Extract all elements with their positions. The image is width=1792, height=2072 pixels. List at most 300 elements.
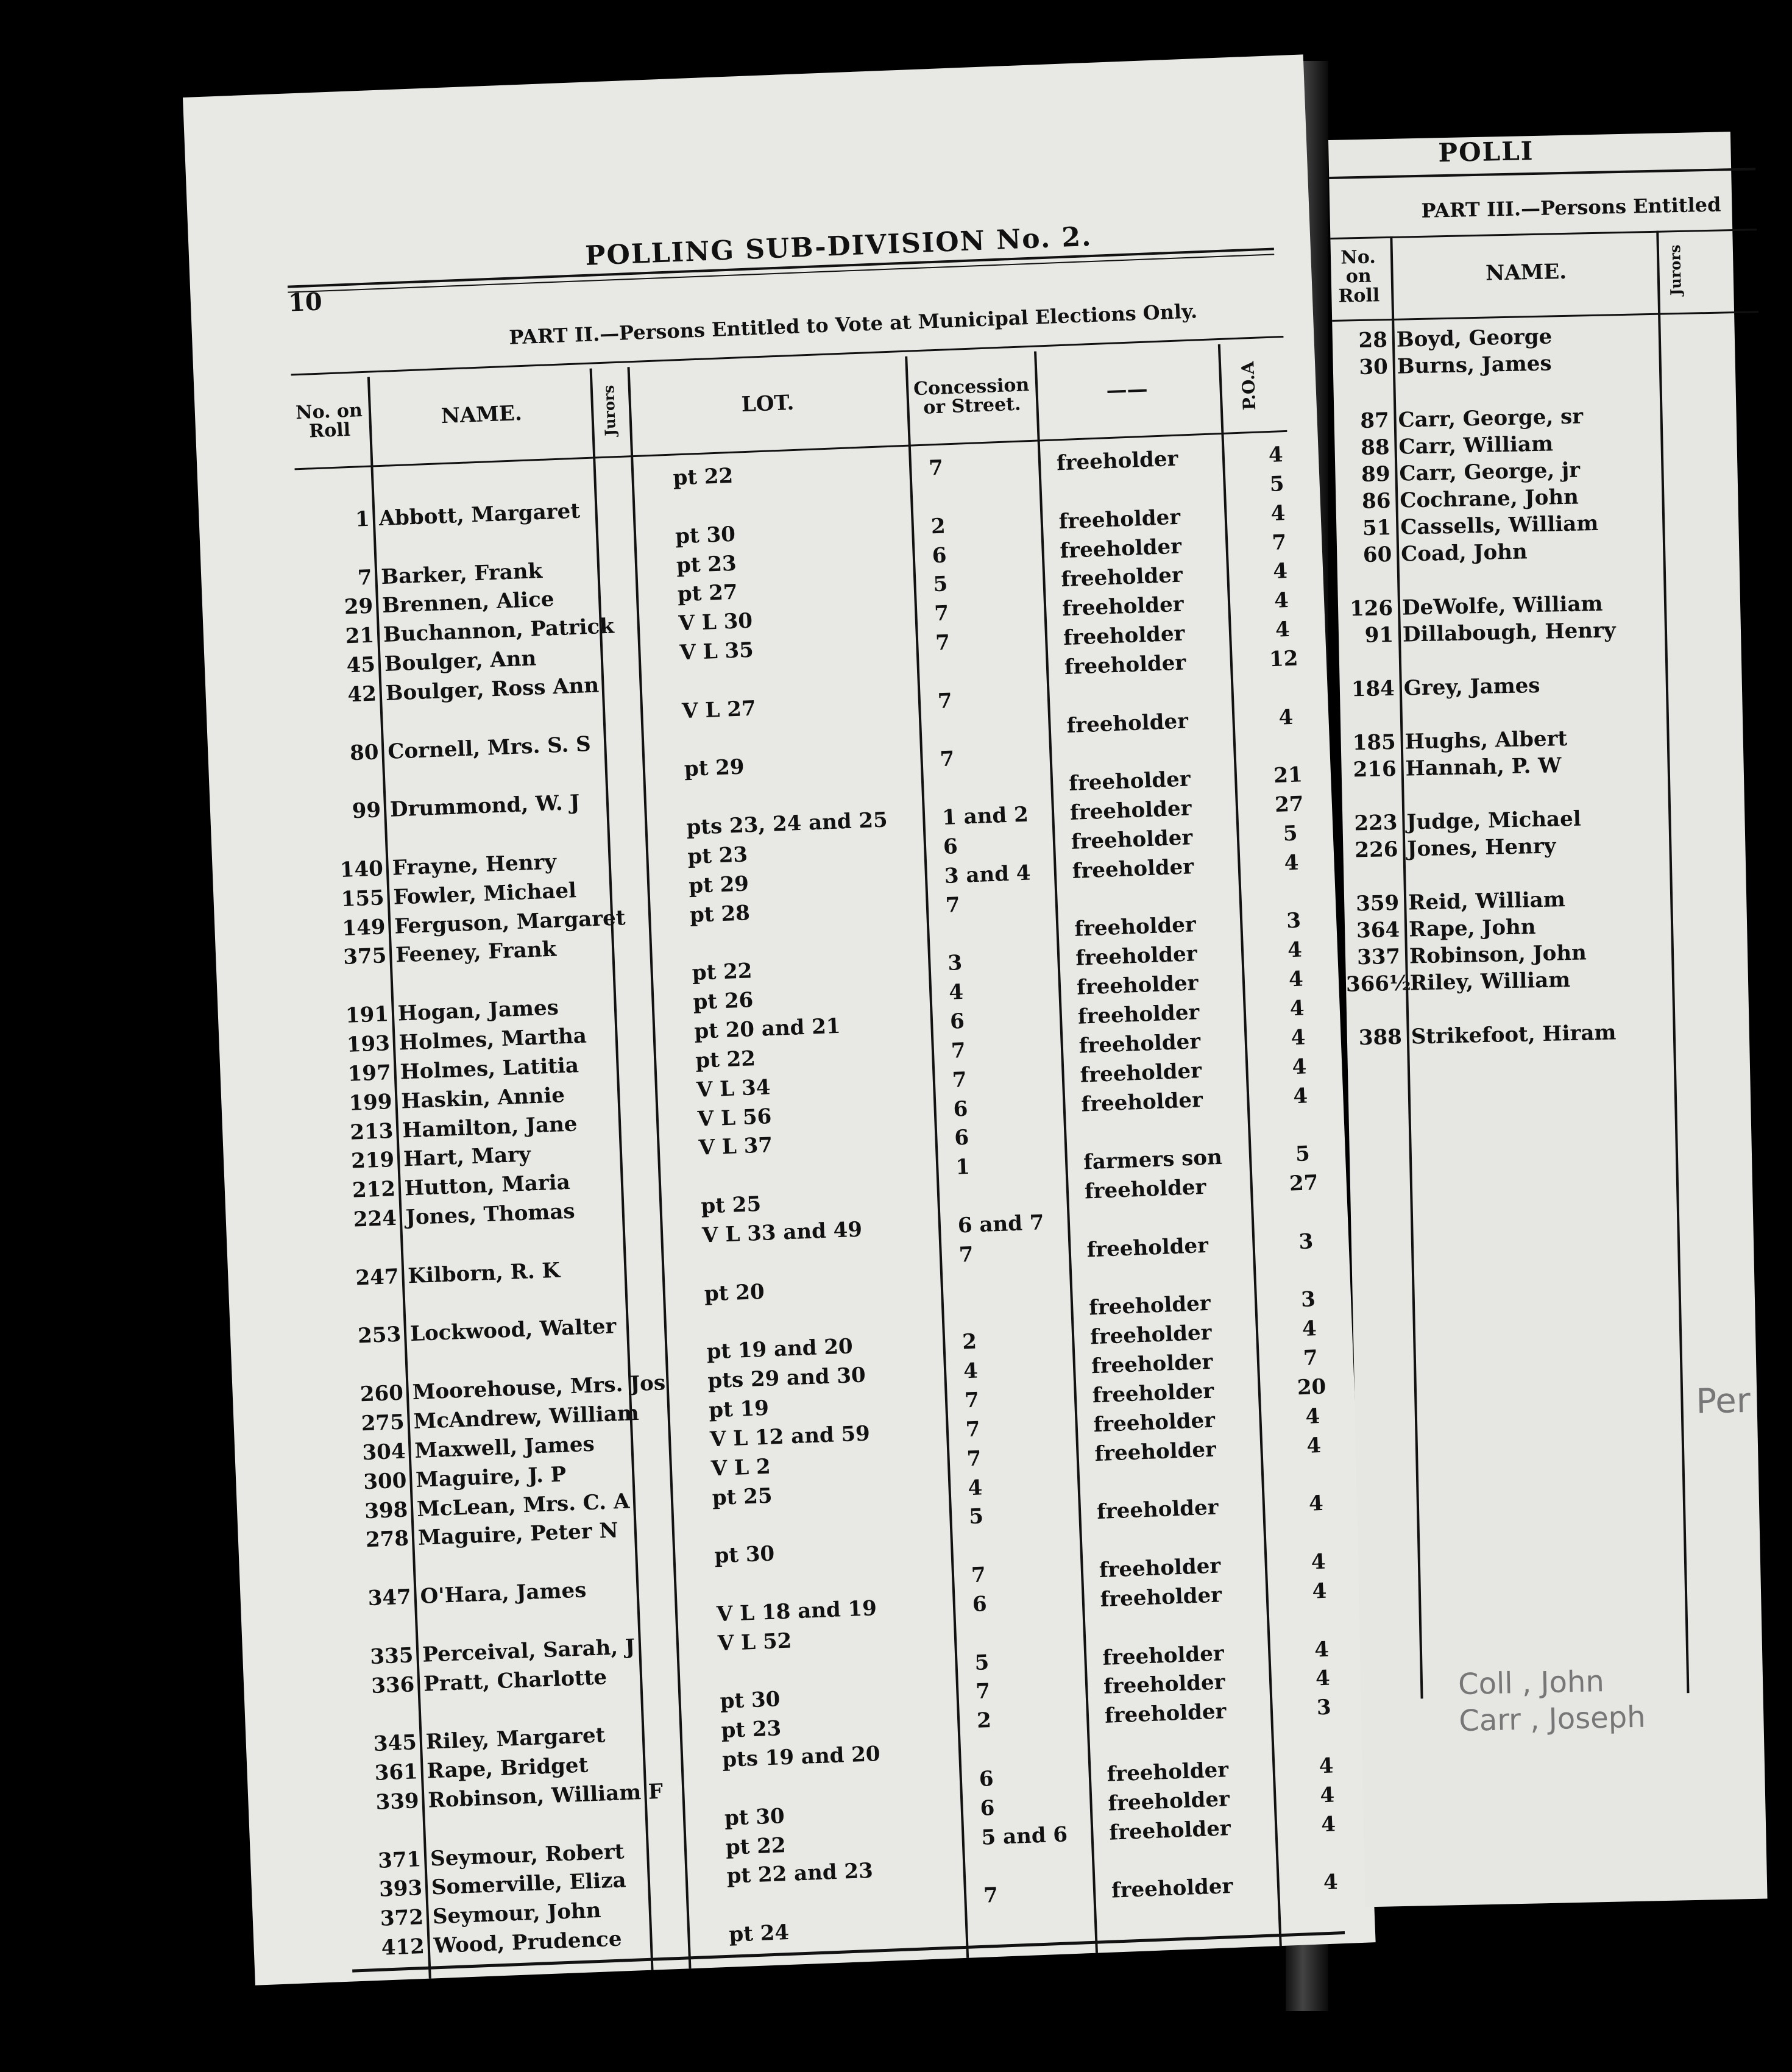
concession: 6 xyxy=(954,1126,969,1151)
poa: 4 xyxy=(1305,1403,1321,1429)
voter-name: Frayne, Henry xyxy=(392,850,557,881)
voter-name: Haskin, Annie xyxy=(400,1082,565,1114)
qualification: freeholder xyxy=(1080,1087,1203,1117)
roll-number: 213 xyxy=(349,1118,394,1145)
voter-name: McLean, Mrs. C. A xyxy=(416,1489,630,1522)
part-title: PART II.—Persons Entitled to Vote at Municipal Elections Only. xyxy=(508,299,1198,349)
lot: V L 56 xyxy=(697,1104,772,1132)
poa: 4 xyxy=(1306,1433,1322,1458)
poa: 4 xyxy=(1270,500,1286,526)
right-page xyxy=(1328,132,1768,1907)
qualification: freeholder xyxy=(1059,534,1182,563)
qualification: farmers son xyxy=(1083,1145,1223,1175)
voter-name: McAndrew, William xyxy=(413,1400,640,1435)
roll-number: 45 xyxy=(345,652,376,678)
lot: pt 24 xyxy=(728,1920,790,1947)
roll-number xyxy=(345,1614,412,1616)
roll-number: 388 xyxy=(1358,1024,1403,1051)
roll-number: 30 xyxy=(1359,355,1389,380)
lot: V L 33 and 49 xyxy=(701,1217,863,1248)
lot: pt 19 xyxy=(708,1396,770,1423)
concession: 7 xyxy=(937,689,953,714)
roll-number xyxy=(310,711,377,713)
lot: pt 19 and 20 xyxy=(706,1334,854,1364)
voter-name: Carr, George, jr xyxy=(1399,458,1581,486)
voter-name: Boulger, Ann xyxy=(384,646,537,677)
concession: 5 xyxy=(968,1504,984,1530)
roll-number: 375 xyxy=(342,943,388,970)
left-page xyxy=(183,54,1376,1985)
poa xyxy=(1274,879,1311,881)
lot: pt 30 xyxy=(724,1803,785,1831)
roll-number: 345 xyxy=(373,1730,417,1757)
qualification: freeholder xyxy=(1061,592,1185,622)
qualification: freeholder xyxy=(1096,1495,1219,1525)
lot: pt 27 xyxy=(677,580,738,607)
roll-number: 335 xyxy=(369,1643,414,1669)
voter-name: Burns, James xyxy=(1397,351,1552,379)
roll-number: 219 xyxy=(350,1148,395,1174)
poa: 3 xyxy=(1300,1287,1316,1313)
poa xyxy=(1286,1199,1323,1201)
poa: 4 xyxy=(1288,967,1304,992)
right-header-roll: No. on Roll xyxy=(1338,246,1380,307)
roll-number: 212 xyxy=(352,1177,396,1203)
concession: 7 xyxy=(975,1679,991,1705)
concession: 2 xyxy=(976,1708,992,1734)
right-part-title: PART III.—Persons Entitled xyxy=(1421,193,1721,222)
roll-number xyxy=(303,536,370,538)
poa: 4 xyxy=(1268,442,1284,468)
qualification: freeholder xyxy=(1075,942,1198,971)
lot: V L 37 xyxy=(698,1133,773,1161)
poa: 7 xyxy=(1303,1346,1319,1371)
roll-number: 278 xyxy=(365,1526,409,1553)
lot: V L 35 xyxy=(679,637,754,665)
roll-number xyxy=(301,478,368,480)
qualification: freeholder xyxy=(1088,1291,1211,1321)
voter-name: Dillabough, Henry xyxy=(1402,618,1617,647)
lot: V L 12 and 59 xyxy=(709,1421,871,1452)
qualification: freeholder xyxy=(1091,1349,1214,1379)
header-roll: No. on Roll xyxy=(295,399,363,442)
roll-number xyxy=(330,1235,397,1238)
roll-number: 224 xyxy=(353,1205,397,1232)
concession: 6 xyxy=(932,542,947,568)
roll-number: 126 xyxy=(1349,595,1394,622)
lot: pts 23, 24 and 25 xyxy=(685,807,888,840)
qualification: freeholder xyxy=(1058,505,1181,534)
qualification: freeholder xyxy=(1076,971,1199,1000)
roll-number: 91 xyxy=(1364,622,1394,648)
qualification: freeholder xyxy=(1111,1874,1234,1903)
roll-number: 393 xyxy=(378,1876,423,1903)
roll-number: 87 xyxy=(1359,408,1390,434)
poa: 12 xyxy=(1269,646,1299,672)
roll-number xyxy=(313,769,380,772)
concession: 1 and 2 xyxy=(941,802,1029,831)
poa: 4 xyxy=(1302,1316,1317,1342)
poa: 4 xyxy=(1323,1870,1339,1895)
header-name: NAME. xyxy=(441,401,523,429)
voter-name: Riley, Margaret xyxy=(425,1723,606,1754)
poa xyxy=(1283,1112,1319,1113)
roll-number: 223 xyxy=(1354,810,1398,836)
lot: pt 29 xyxy=(688,871,749,898)
qualification: freeholder xyxy=(1086,1233,1209,1263)
qualification: freeholder xyxy=(1092,1378,1214,1408)
lot: pt 26 xyxy=(692,988,754,1015)
poa: 5 xyxy=(1283,821,1298,846)
concession: 7 xyxy=(945,892,961,918)
voter-name: Hannah, P. W xyxy=(1405,753,1562,781)
voter-name: Maguire, J. P xyxy=(415,1462,567,1492)
lot: pt 30 xyxy=(719,1687,781,1714)
voter-name: Maxwell, James xyxy=(414,1432,595,1463)
lot: pt 29 xyxy=(684,754,745,782)
qualification: freeholder xyxy=(1099,1583,1222,1612)
poa: 4 xyxy=(1273,588,1289,614)
qualification: freeholder xyxy=(1089,1320,1213,1350)
lot: V L 30 xyxy=(678,608,753,636)
lot: pt 23 xyxy=(676,551,737,578)
voter-name: Holmes, Martha xyxy=(398,1023,587,1056)
voter-name: Ferguson, Margaret xyxy=(394,905,626,939)
voter-name: Robinson, William F xyxy=(427,1779,664,1813)
concession: 6 xyxy=(979,1795,996,1821)
voter-name: Coad, John xyxy=(1400,539,1528,567)
voter-name: Feeney, Frank xyxy=(395,937,557,968)
concession: 2 xyxy=(962,1329,977,1355)
roll-number: 193 xyxy=(346,1031,391,1057)
qualification: freeholder xyxy=(1107,1786,1230,1816)
roll-number: 21 xyxy=(345,623,375,649)
concession: 7 xyxy=(939,747,955,772)
concession: 7 xyxy=(964,1388,980,1413)
roll-number: 372 xyxy=(380,1905,424,1932)
concession: 5 and 6 xyxy=(980,1822,1068,1850)
qualification: freeholder xyxy=(1104,1699,1227,1729)
roll-number xyxy=(348,1701,415,1704)
lot: pt 25 xyxy=(700,1191,762,1219)
concession: 7 xyxy=(971,1563,986,1588)
qualification: freeholder xyxy=(1071,825,1194,854)
faint-text: Coll , John xyxy=(1457,1664,1605,1702)
lot: pt 23 xyxy=(720,1716,782,1744)
qualification: freeholder xyxy=(1063,621,1186,651)
poa: 5 xyxy=(1269,471,1285,497)
voter-name: Cornell, Mrs. S. S xyxy=(387,731,592,764)
concession: 4 xyxy=(963,1358,979,1384)
roll-number: 7 xyxy=(357,565,373,591)
roll-number: 366½ xyxy=(1345,971,1411,997)
voter-name: Judge, Michael xyxy=(1406,806,1582,835)
right-title-rule xyxy=(1329,168,1755,179)
lot: V L 18 and 19 xyxy=(716,1596,877,1627)
concession: 6 xyxy=(949,1009,965,1034)
qualification: freeholder xyxy=(1103,1670,1226,1700)
poa xyxy=(1289,1258,1325,1259)
voter-name: Grey, James xyxy=(1403,673,1540,701)
lot: pt 30 xyxy=(675,522,736,549)
voter-name: Jones, Henry xyxy=(1406,834,1556,862)
voter-name: Drummond, W. J xyxy=(389,790,581,823)
roll-number xyxy=(342,1556,409,1558)
poa: 4 xyxy=(1292,1083,1308,1109)
voter-name: Hogan, James xyxy=(397,995,559,1026)
voter-name: Pratt, Charlotte xyxy=(423,1664,607,1697)
concession: 6 xyxy=(943,834,958,859)
poa xyxy=(1298,1520,1335,1521)
qualification: freeholder xyxy=(1108,1815,1231,1845)
concession: 6 xyxy=(972,1592,988,1617)
right-table-body xyxy=(1332,321,1757,1425)
roll-number: 88 xyxy=(1360,435,1390,460)
voter-name: O'Hara, James xyxy=(419,1578,587,1609)
qualification: freeholder xyxy=(1060,562,1183,592)
voter-name: Kilborn, R. K xyxy=(407,1258,561,1288)
roll-number: 155 xyxy=(340,885,385,912)
poa: 4 xyxy=(1311,1549,1326,1575)
voter-name: Lockwood, Walter xyxy=(409,1314,617,1347)
roll-number: 199 xyxy=(348,1089,393,1116)
poa: 4 xyxy=(1275,617,1291,642)
concession: 5 xyxy=(932,572,949,597)
lot: pt 22 xyxy=(672,463,734,491)
roll-number: 412 xyxy=(381,1934,425,1960)
page-title: POLLING SUB-DIVISION No. 2. xyxy=(584,221,1093,272)
roll-number: 304 xyxy=(361,1439,406,1466)
poa xyxy=(1302,1608,1339,1609)
poa: 4 xyxy=(1320,1812,1336,1837)
roll-number: 247 xyxy=(355,1264,400,1291)
poa: 5 xyxy=(1295,1141,1311,1167)
lot: V L 2 xyxy=(710,1454,771,1481)
roll-number: 339 xyxy=(375,1789,420,1815)
roll-number: 86 xyxy=(1361,488,1391,514)
voter-name: Strikefoot, Hiram xyxy=(1411,1020,1617,1049)
roll-number: 60 xyxy=(1362,542,1392,567)
poa: 20 xyxy=(1297,1374,1327,1400)
roll-number xyxy=(320,973,387,976)
voter-name: Cassells, William xyxy=(1400,511,1599,540)
lot: pts 29 and 30 xyxy=(707,1363,866,1394)
voter-name: Jones, Thomas xyxy=(405,1199,576,1230)
voter-name: DeWolfe, William xyxy=(1401,591,1603,620)
qualification: freeholder xyxy=(1099,1553,1221,1583)
voter-name: Boulger, Ross Ann xyxy=(385,673,600,706)
concession: 7 xyxy=(928,455,944,481)
voter-name: Fowler, Michael xyxy=(392,878,577,910)
lot: pt 30 xyxy=(714,1541,775,1569)
voter-name: Buchannon, Patrick xyxy=(383,614,615,648)
roll-number: 184 xyxy=(1351,676,1395,702)
roll-number: 80 xyxy=(349,740,380,765)
right-header-jurors: Jurors xyxy=(1666,244,1685,296)
roll-number: 191 xyxy=(345,1002,389,1029)
poa: 4 xyxy=(1287,937,1303,963)
concession: 6 and 7 xyxy=(957,1210,1045,1238)
voter-name: Hutton, Maria xyxy=(404,1170,571,1201)
voter-name: Maguire, Peter N xyxy=(417,1518,619,1551)
poa: 3 xyxy=(1316,1695,1332,1720)
poa: 27 xyxy=(1289,1170,1319,1196)
lot: pt 20 xyxy=(704,1279,765,1307)
voter-name: Somerville, Eliza xyxy=(431,1868,627,1900)
concession: 7 xyxy=(983,1883,999,1909)
qualification: freeholder xyxy=(1093,1408,1216,1438)
roll-number: 29 xyxy=(344,594,374,620)
poa: 4 xyxy=(1308,1491,1324,1517)
qualification: freeholder xyxy=(1056,446,1179,476)
qualification: freeholder xyxy=(1069,796,1192,826)
header-concession: Concession or Street. xyxy=(913,374,1030,419)
qualification: freeholder xyxy=(1106,1758,1229,1787)
lot: pt 22 xyxy=(725,1833,787,1860)
voter-name: Rape, Bridget xyxy=(426,1753,589,1784)
roll-number: 371 xyxy=(377,1847,422,1873)
poa: 4 xyxy=(1314,1637,1330,1662)
voter-name: Abbott, Margaret xyxy=(378,498,581,531)
right-header-bottom-rule xyxy=(1332,311,1758,322)
poa: 4 xyxy=(1311,1578,1328,1604)
voter-name: Wood, Prudence xyxy=(433,1926,623,1959)
roll-number: 275 xyxy=(361,1410,405,1436)
lot: V L 34 xyxy=(696,1074,771,1102)
qualification: freeholder xyxy=(1077,1000,1200,1029)
roll-number: 361 xyxy=(374,1759,419,1786)
qualification: freeholder xyxy=(1074,912,1197,942)
lot: pt 22 and 23 xyxy=(726,1859,874,1889)
poa: 3 xyxy=(1286,909,1302,934)
roll-number: 185 xyxy=(1352,729,1397,756)
voter-name: Cochrane, John xyxy=(1399,484,1579,513)
roll-number: 260 xyxy=(359,1380,404,1407)
qualification: freeholder xyxy=(1066,709,1189,738)
poa: 4 xyxy=(1315,1666,1331,1691)
poa xyxy=(1268,734,1305,735)
voter-name: Seymour, Robert xyxy=(430,1839,625,1872)
voter-name: Perceival, Sarah, J xyxy=(422,1634,636,1667)
poa: 4 xyxy=(1318,1753,1334,1779)
poa xyxy=(1296,1462,1333,1463)
qualification: freeholder xyxy=(1064,650,1187,680)
poa: 4 xyxy=(1290,1025,1306,1051)
roll-number: 364 xyxy=(1356,917,1400,943)
roll-number: 197 xyxy=(347,1060,392,1087)
poa: 21 xyxy=(1273,762,1303,789)
right-page-title: POLLI xyxy=(1437,135,1534,168)
lot: pt 28 xyxy=(689,900,751,928)
poa xyxy=(1306,1724,1343,1725)
poa: 3 xyxy=(1298,1229,1314,1254)
roll-number: 1 xyxy=(355,506,370,532)
concession: 7 xyxy=(951,1038,966,1063)
concession: 7 xyxy=(958,1242,974,1268)
concession: 5 xyxy=(974,1650,990,1675)
lot: V L 52 xyxy=(717,1628,792,1656)
roll-number xyxy=(333,1293,400,1296)
concession: 4 xyxy=(967,1475,983,1500)
roll-number: 42 xyxy=(347,681,377,708)
roll-number: 99 xyxy=(352,798,381,824)
poa: 27 xyxy=(1274,792,1305,818)
roll-number: 28 xyxy=(1358,328,1388,353)
roll-number: 300 xyxy=(363,1468,408,1494)
roll-number: 347 xyxy=(367,1584,412,1611)
qualification: freeholder xyxy=(1068,767,1191,797)
roll-number xyxy=(335,1352,402,1354)
voter-name: Holmes, Latitia xyxy=(399,1053,579,1085)
voter-name: Riley, William xyxy=(1409,967,1571,996)
voter-name: Seymour, John xyxy=(432,1898,602,1929)
lot: pt 22 xyxy=(692,959,753,986)
voter-table-body xyxy=(301,442,1344,1966)
roll-number: 216 xyxy=(1353,756,1397,782)
lot: pt 20 and 21 xyxy=(693,1013,841,1044)
roll-number: 336 xyxy=(370,1672,416,1698)
concession: 6 xyxy=(979,1766,994,1792)
roll-number: 398 xyxy=(364,1497,408,1524)
concession: 4 xyxy=(948,980,964,1005)
voter-name: Carr, William xyxy=(1398,431,1554,459)
voter-name: Reid, William xyxy=(1408,887,1566,915)
lot: pt 23 xyxy=(687,842,748,870)
voter-name: Moorehouse, Mrs. Jos xyxy=(412,1371,666,1405)
qualification: freeholder xyxy=(1094,1437,1217,1466)
voter-name: Hughs, Albert xyxy=(1404,726,1568,754)
lot: pt 22 xyxy=(695,1046,756,1073)
poa: 4 xyxy=(1283,850,1300,876)
roll-number: 51 xyxy=(1362,515,1392,541)
faint-text: Carr , Joseph xyxy=(1458,1700,1646,1739)
header-lot: LOT. xyxy=(741,391,795,417)
poa: 4 xyxy=(1278,704,1294,730)
concession: 7 xyxy=(933,601,949,626)
faint-text: Per xyxy=(1695,1380,1751,1422)
roll-number: 149 xyxy=(341,914,386,941)
poa xyxy=(1311,1840,1347,1842)
roll-number xyxy=(314,827,381,829)
qualification: freeholder xyxy=(1102,1641,1225,1670)
concession: 1 xyxy=(955,1154,971,1180)
poa xyxy=(1313,1899,1350,1900)
poa: 7 xyxy=(1271,530,1287,555)
page-number: 10 xyxy=(288,287,323,318)
concession: 3 and 4 xyxy=(944,860,1032,889)
roll-number: 359 xyxy=(1355,890,1400,917)
poa: 4 xyxy=(1272,559,1288,584)
qualification: freeholder xyxy=(1084,1174,1207,1204)
poa xyxy=(1266,675,1303,676)
voter-name: Carr, George, sr xyxy=(1398,404,1584,433)
right-header-name: NAME. xyxy=(1485,260,1567,286)
concession: 6 xyxy=(952,1096,969,1122)
lot: pts 19 and 20 xyxy=(721,1742,881,1773)
roll-number: 253 xyxy=(357,1322,402,1349)
roll-number: 337 xyxy=(1356,944,1401,970)
header-poa: P.O.A xyxy=(1238,361,1260,411)
concession: 7 xyxy=(966,1446,982,1471)
roll-number: 89 xyxy=(1361,461,1390,487)
voter-name: Hart, Mary xyxy=(403,1142,531,1172)
qualification: freeholder xyxy=(1079,1058,1202,1088)
concession: 7 xyxy=(952,1067,968,1093)
concession: 2 xyxy=(930,514,946,539)
roll-number: 226 xyxy=(1355,837,1398,863)
concession: 7 xyxy=(935,630,951,656)
voter-name: Rape, John xyxy=(1408,915,1536,942)
